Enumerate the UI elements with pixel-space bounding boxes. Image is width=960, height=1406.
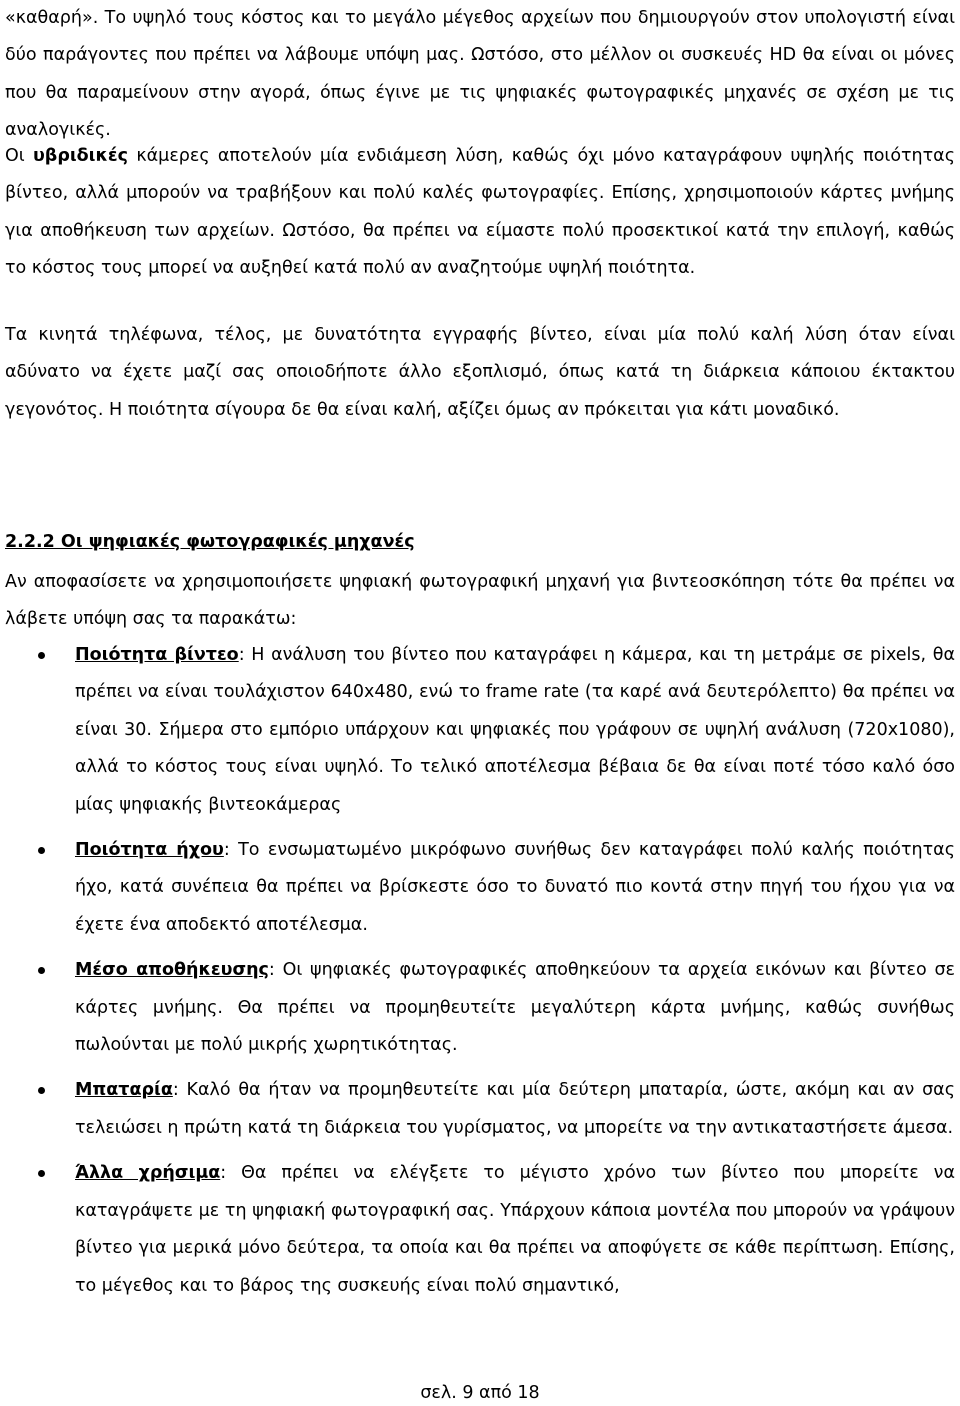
section-heading: 2.2.2 Οι ψηφιακές φωτογραφικές μηχανές <box>5 532 415 552</box>
bullet-dot-icon <box>38 847 45 854</box>
list-item-term: Άλλα χρήσιμα <box>75 1163 221 1184</box>
list-item-term: Ποιότητα ήχου <box>75 840 224 861</box>
list-item-battery <box>0 1072 955 1147</box>
list-item-other-useful <box>0 1155 955 1305</box>
list-item-text: : Οι ψηφιακές φωτογραφικές αποθηκεύουν τα αρχεία εικόνων και βίντεο σε κάρτες μνήμης. Θα πρέπει να προμηθευτείτε μεγαλύτερη κάρτα μνήμης, καθώς συνήθως πωλούνται με πολύ μικρής χωρητικότητας. <box>75 960 955 1056</box>
hybrid-term: υβριδικές <box>32 146 129 166</box>
list-item-term: Μπαταρία <box>75 1080 173 1101</box>
bullet-dot-icon <box>38 652 45 659</box>
list-item-audio-quality <box>0 832 955 944</box>
list-item-text: : Το ενσωματωμένο μικρόφωνο συνήθως δεν καταγράφει πολύ καλής ποιότητας ήχο, κατά συνέπεια θα πρέπει να βρίσκεστε όσο το δυνατό πιο κοντά στην πηγή του ήχου για να έχετε ένα αποδεκτό αποτέλεσμα. <box>75 840 955 935</box>
page-number: σελ. 9 από 18 <box>420 1383 540 1403</box>
section-intro: Αν αποφασίσετε να χρησιμοποιήσετε ψηφιακή φωτογραφική μηχανή για βιντεοσκόπηση τότε θα πρέπει να λάβετε υπόψη σας τα παρακάτω: <box>5 572 955 630</box>
bullet-dot-icon <box>38 1087 45 1094</box>
requirements-list <box>0 637 960 1313</box>
bullet-dot-icon <box>38 967 45 974</box>
paragraph-hybrid-pre: Οι <box>5 146 33 166</box>
paragraph-mobile-phones: Τα κινητά τηλέφωνα, τέλος, με δυνατότητα εγγραφής βίντεο, είναι μία πολύ καλή λύση όταν είναι αδύνατο να έχετε μαζί σας οποιοδήποτε άλλο εξοπλισμό, όπως κατά τη διάρκεια κάποιου έκτακτου γεγονότος. Η ποιότητα σίγουρα δε θα είναι καλή, αξίζει όμως αν πρόκειται για κάτι μοναδικό. <box>5 325 955 420</box>
list-item-storage <box>0 952 955 1064</box>
paragraph-hybrid-post: κάμερες αποτελούν μία ενδιάμεση λύση, καθώς όχι μόνο καταγράφουν υψηλής ποιότητας βίντεο, αλλά μπορούν να τραβήξουν και πολύ καλές φωτογραφίες. Επίσης, χρησιμοποιούν κάρτες μνήμης για αποθήκευση των αρχείων. Ωστόσο, θα πρέπει να είμαστε πολύ προσεκτικοί κατά την επιλογή, καθώς το κόστος τους μπορεί να αυξηθεί κατά πολύ αν αναζητούμε υψηλή ποιότητα. <box>5 146 955 279</box>
list-item-text: : Θα πρέπει να ελέγξετε το μέγιστο χρόνο των βίντεο που μπορείτε να καταγράψετε με τη ψηφιακή φωτογραφική σας. Υπάρχουν κάποια μοντέλα που μπορούν να γράψουν βίντεο για μερικά μόνο δεύτερα, τα οποία και θα πρέπει να αποφύγετε σε κάθε περίπτωση. Επίσης, το μέγεθος και το βάρος της συσκευής είναι πολύ σημαντικό, <box>75 1163 955 1296</box>
list-item-term: Ποιότητα βίντεο <box>75 645 239 665</box>
list-item-term: Μέσο αποθήκευσης <box>75 960 269 981</box>
paragraph-hd-cameras: «καθαρή». Το υψηλό τους κόστος και το μεγάλο μέγεθος αρχείων που δημιουργούν στον υπολογιστή είναι δύο παράγοντες που πρέπει να λάβουμε υπόψη μας. Ωστόσο, στο μέλλον οι συσκευές HD θα είναι οι μόνες που θα παραμείνουν στην αγορά, όπως έγινε με τις ψηφιακές φωτογραφικές μηχανές σε σχέση με τις αναλογικές. <box>5 8 955 141</box>
list-item-video-quality <box>0 637 955 824</box>
bullet-dot-icon <box>38 1170 45 1177</box>
list-item-text: : Η ανάλυση του βίντεο που καταγράφει η κάμερα, και τη μετράμε σε pixels, θα πρέπει να είναι τουλάχιστον 640x480, ενώ το frame rate (τα καρέ ανά δευτερόλεπτο) θα πρέπει να είναι 30. Σήμερα στο εμπόριο υπάρχουν και ψηφιακές που γράφουν σε υψηλή ανάλυση (720x1080), αλλά το κόστος τους είναι υψηλό. Το τελικό αποτέλεσμα βέβαια δε θα είναι ποτέ τόσο καλό όσο μίας ψηφιακής βιντεοκάμερας <box>75 645 955 815</box>
list-item-text: : Καλό θα ήταν να προμηθευτείτε και μία δεύτερη μπαταρία, ώστε, ακόμη και αν σας τελειώσει η πρώτη κατά τη διάρκεια του γυρίσματος, να μπορείτε να την αντικαταστήσετε άμεσα. <box>75 1080 955 1138</box>
paragraph-hybrid-cameras <box>5 138 955 288</box>
